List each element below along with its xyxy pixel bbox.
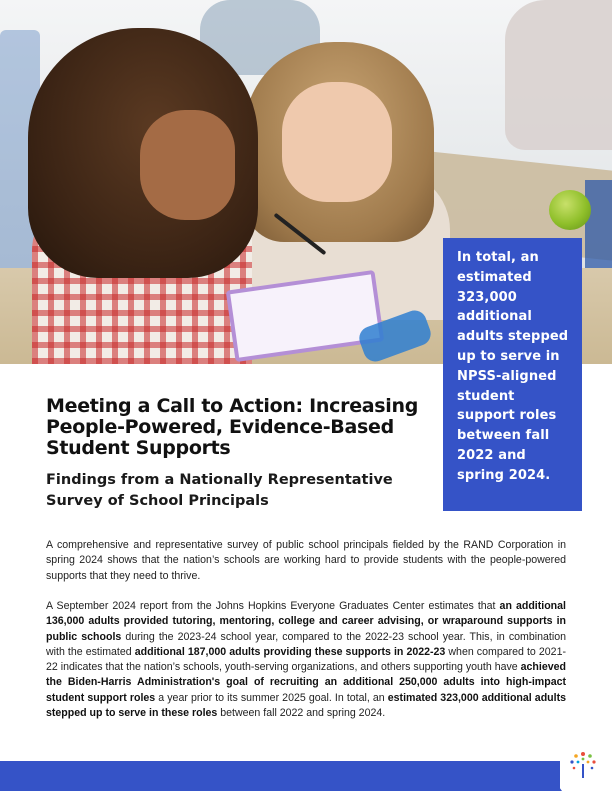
photo-background-student-right: [505, 0, 612, 150]
paragraph-text: when compared to 2021-22 indicates that the nation’s schools, youth-serving organizations, and others supporting youth have: [46, 645, 566, 674]
paragraph-text: between fall 2022 and spring 2024.: [217, 707, 386, 720]
page-title: Meeting a Call to Action: Increasing People-Powered, Evidence-Based Student Supports: [46, 395, 419, 459]
intro-paragraph: A comprehensive and representative survey of public school principals fielded by the RAND Corporation in spring 2024 shows that the nation’s schools are working hard to provide students with the people-powered supports that they need to thrive.: [46, 539, 566, 582]
paragraph-text: A September 2024 report from the Johns Hopkins Everyone Graduates Center estimates that: [46, 600, 500, 612]
photo-student-face: [140, 110, 235, 220]
paragraph-highlight: estimated 323,000 additional adults stepped up to serve in these roles: [46, 691, 567, 720]
photo-teacher-face: [282, 82, 392, 202]
apple-icon: [549, 190, 591, 230]
page-subtitle: Findings from a Nationally Representative Survey of School Principals: [46, 472, 393, 509]
paragraph-highlight: additional 187,000 adults providing these supports in 2022-23: [134, 645, 446, 658]
paragraph-highlight: an additional 136,000 adults provided tutoring, mentoring, college and career advising, or wraparound supports in public schools: [46, 600, 566, 643]
findings-paragraph: [46, 599, 566, 721]
sunburst-logo-icon: [568, 748, 598, 780]
paragraph-highlight: achieved the Biden-Harris Administration's goal of recruiting an additional 250,000 adults into high-impact student support roles: [46, 661, 566, 704]
paragraph-text: a year prior to its summer 2025 goal. In total, an: [155, 691, 388, 704]
footer-bar-edge: [540, 761, 562, 791]
footer-bar: [0, 761, 560, 791]
paragraph-text: during the 2023-24 school year, compared to the 2022-23 school year. This, in combination with the estimated: [46, 630, 566, 658]
stat-callout-box: [443, 238, 582, 511]
stat-callout-text: In total, an estimated 323,000 additional adults stepped up to serve in NPSS-aligned student support roles between fall 2022 and spring 2024.: [457, 250, 569, 483]
